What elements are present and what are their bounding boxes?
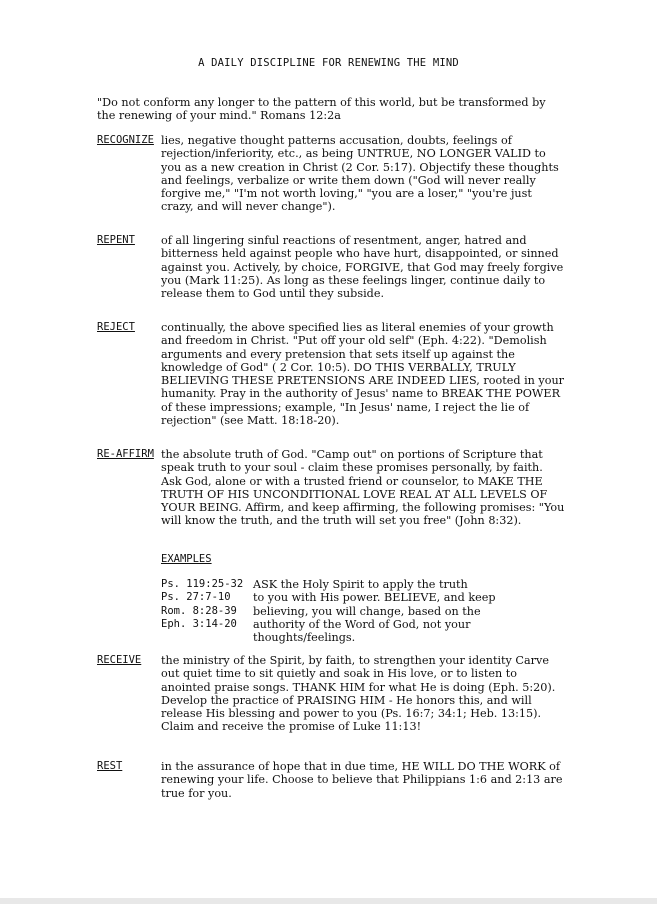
section-text: of all lingering sinful reactions of resentment, anger, hatred and bitterness held against people who have hurt, disappointed, or sinned against you. Actively, by choice, FORGIVE, that God may freely forgive you (Mark 11:25). As long as these feelings linger, continue daily to release them to God until they subside. — [161, 234, 564, 301]
document-title: A DAILY DISCIPLINE FOR RENEWING THE MIND — [198, 57, 459, 69]
example-line: believing, you will change, based on the — [253, 604, 481, 618]
example-line: authority of the Word of God, not your — [253, 617, 471, 631]
section-text: the absolute truth of God. "Camp out" on portions of Scripture that speak truth to your soul - claim these promises personally, by faith. Ask God, alone or with a trusted friend or counselor, to MAKE THE TRUTH OF HIS UNCONDITIONAL LOVE REAL AT ALL LEVELS OF YOUR BEING. Affirm, and keep affirming, the following promises: "You will know the truth, and the truth will set you free" (John 8:32). — [161, 448, 565, 528]
section-text: lies, negative thought patterns accusation, doubts, feelings of rejection/inferiority, etc., as being UNTRUE, NO LONGER VALID to you as a new creation in Christ (2 Cor. 5:17). Objectify these thoughts and feelings, verbalize or write them down ("God will never really forgive me," "I'm not worth loving," "you are a loser," "you're just crazy, and will never change"). — [161, 134, 559, 214]
section-term: RECEIVE — [97, 654, 142, 666]
examples-heading: EXAMPLES — [161, 553, 212, 565]
scripture-ref: Eph. 3:14-20 — [161, 617, 237, 630]
section-rest — [97, 760, 567, 800]
examples-row — [161, 631, 561, 644]
examples-table — [161, 578, 561, 644]
section-repent — [97, 234, 567, 300]
epigraph-quote: "Do not conform any longer to the pattern of this world, but be transformed by the renewing of your mind." Romans 12:2a — [97, 96, 546, 123]
section-term: REJECT — [97, 321, 135, 333]
example-line: thoughts/feelings. — [253, 631, 356, 645]
section-term: REST — [97, 760, 123, 772]
section-term: REPENT — [97, 234, 135, 246]
scripture-ref: Ps. 119:25-32 — [161, 578, 244, 590]
section-term: RECOGNIZE — [97, 134, 154, 146]
page-bottom-shadow — [0, 898, 657, 904]
section-reaffirm — [97, 448, 567, 528]
examples-row — [161, 578, 561, 591]
section-text: the ministry of the Spirit, by faith, to strengthen your identity Carve out quiet time to sit quietly and soak in His love, or to listen to anointed praise songs. THANK HIM for what He is doing (Eph. 5:20). Develop the practice of PRAISING HIM - He honors this, and will release His blessing and power to you (Ps. 16:7; 34:1; Heb. 13:15). Claim and receive the promise of Luke 11:13! — [161, 654, 556, 734]
scripture-ref: Rom. 8:28-39 — [161, 604, 237, 617]
examples-row — [161, 591, 561, 604]
scripture-ref-empty — [161, 631, 253, 644]
examples-row — [161, 618, 561, 631]
example-line: to you with His power. BELIEVE, and keep — [253, 591, 496, 605]
examples-row — [161, 605, 561, 618]
section-recognize — [97, 134, 567, 214]
section-term: RE-AFFIRM — [97, 448, 154, 460]
example-line: ASK the Holy Spirit to apply the truth — [253, 578, 468, 591]
section-text: continually, the above specified lies as literal enemies of your growth and freedom in Christ. "Put off your old self" (Eph. 4:22). "Demolish arguments and every pretension that sets itself up against the knowledge of God" ( 2 Cor. 10:5). DO THIS VERBALLY, TRULY BELIEVING THESE PRETENSIONS ARE INDEED LIES, rooted in your humanity. Pray in the authority of Jesus' name to BREAK THE POWER of these impressions; example, "In Jesus' name, I reject the lie of rejection" (see Matt. 18:18-20). — [161, 321, 565, 428]
scripture-ref: Ps. 27:7-10 — [161, 591, 231, 604]
section-text: in the assurance of hope that in due time, HE WILL DO THE WORK of renewing your life. Choose to believe that Philippians 1:6 and 2:13 are true for you. — [161, 760, 563, 800]
section-receive — [97, 654, 567, 734]
section-reject — [97, 321, 567, 427]
